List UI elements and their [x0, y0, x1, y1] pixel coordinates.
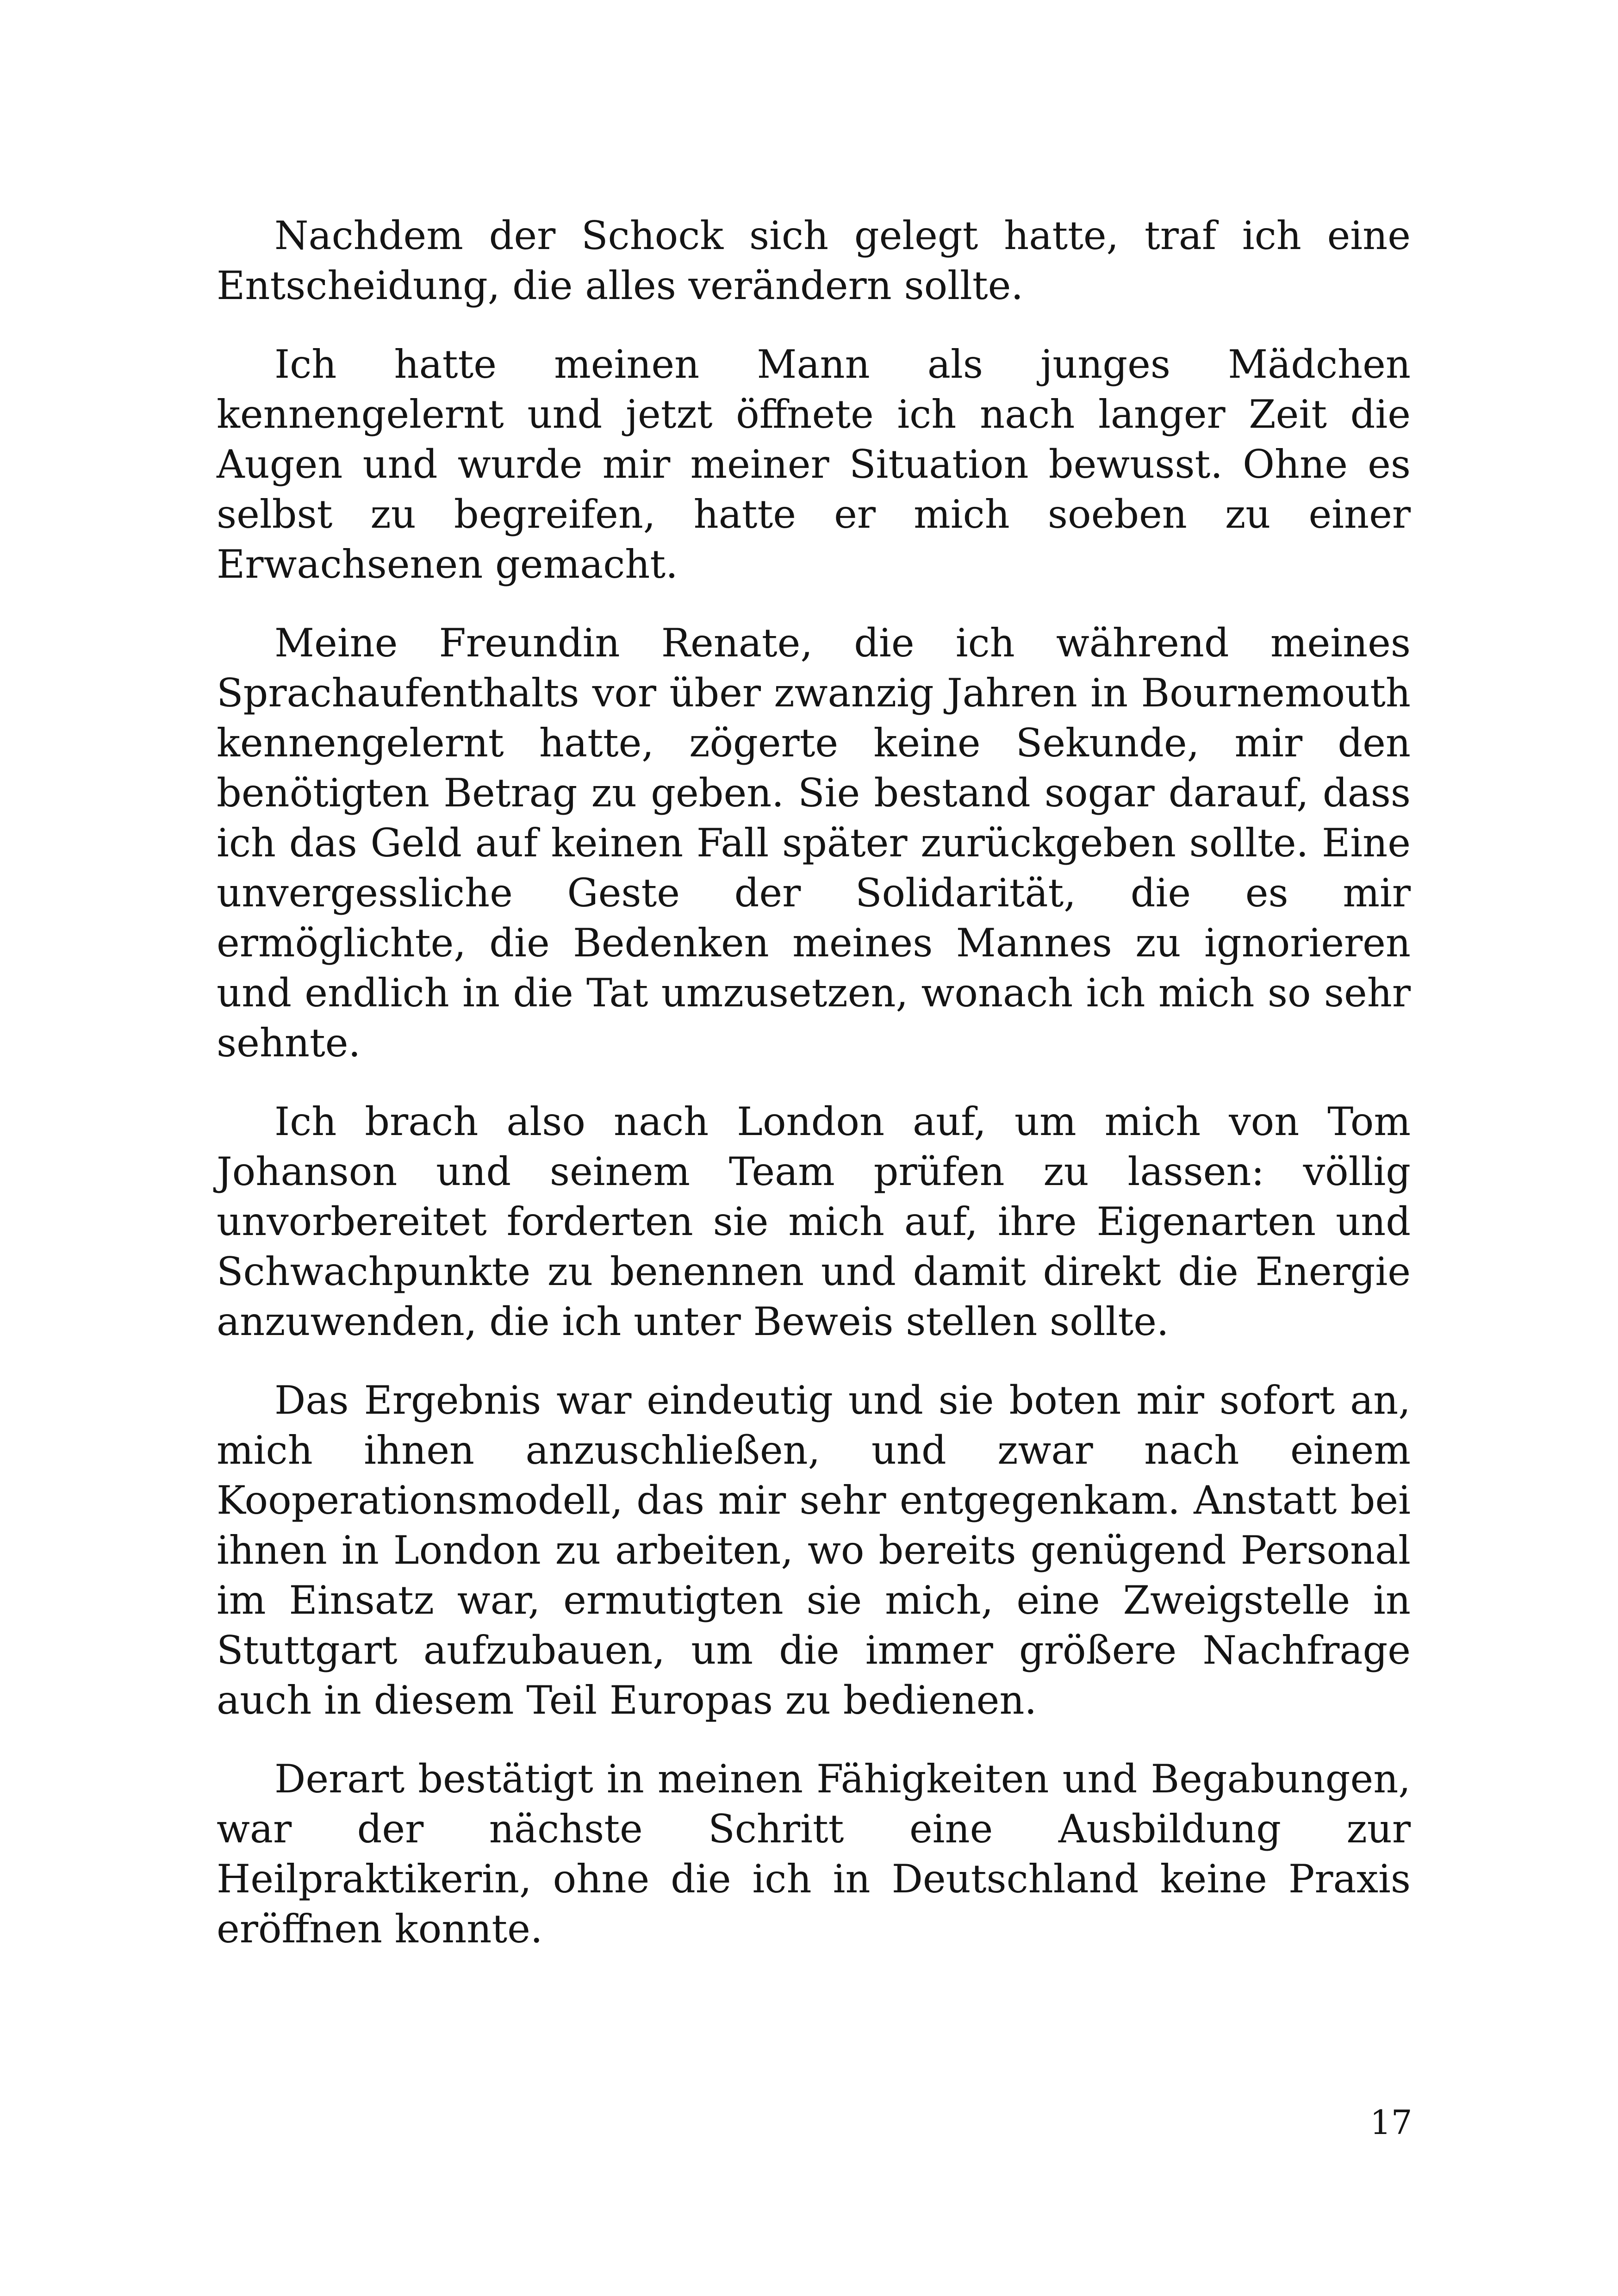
body-text	[217, 211, 1411, 1983]
paragraph-3: Meine Freundin Renate, die ich während meines Sprachaufenthalts vor über zwanzig Jahren in Bournemouth kennengelernt hatte, zögerte keine Sekunde, mir den benötigten Betrag zu geben. Sie bestand sogar darauf, dass ich das Geld auf keinen Fall später zurückgeben sollte. Eine unvergessliche Geste der Solidarität, die es mir ermöglichte, die Bedenken meines Mannes zu ignorieren und endlich in die Tat umzusetzen, wonach ich mich so sehr sehnte.	[217, 620, 1411, 1066]
paragraph-6: Derart bestätigt in meinen Fähigkeiten und Begabungen, war der nächste Schritt eine Ausbildung zur Heilpraktikerin, ohne die ich in Deutschland keine Praxis eröffnen konnte.	[217, 1756, 1411, 1952]
paragraph-2: Ich hatte meinen Mann als junges Mädchen kennengelernt und jetzt öffnete ich nach langer Zeit die Augen und wurde mir meiner Situation bewusst. Ohne es selbst zu begreifen, hatte er mich soeben zu einer Erwachsenen gemacht.	[217, 342, 1411, 587]
paragraph-1: Nachdem der Schock sich gelegt hatte, traf ich eine Entscheidung, die alles verändern sollte.	[217, 213, 1411, 308]
paragraph-4: Ich brach also nach London auf, um mich von Tom Johanson und seinem Team prüfen zu lassen: völlig unvorbereitet forderten sie mich auf, ihre Eigenarten und Schwachpunkte zu benennen und damit direkt die Energie anzuwenden, die ich unter Beweis stellen sollte.	[217, 1099, 1411, 1344]
page-number: 17	[1370, 2103, 1413, 2142]
paragraph-5: Das Ergebnis war eindeutig und sie boten mir sofort an, mich ihnen anzuschließen, und zwar nach einem Kooperationsmodell, das mir sehr entgegenkam. Anstatt bei ihnen in London zu arbeiten, wo bereits genügend Personal im Einsatz war, ermutigten sie mich, eine Zweigstelle in Stuttgart aufzubauen, um die immer größere Nachfrage auch in diesem Teil Europas zu bedienen.	[217, 1378, 1411, 1723]
